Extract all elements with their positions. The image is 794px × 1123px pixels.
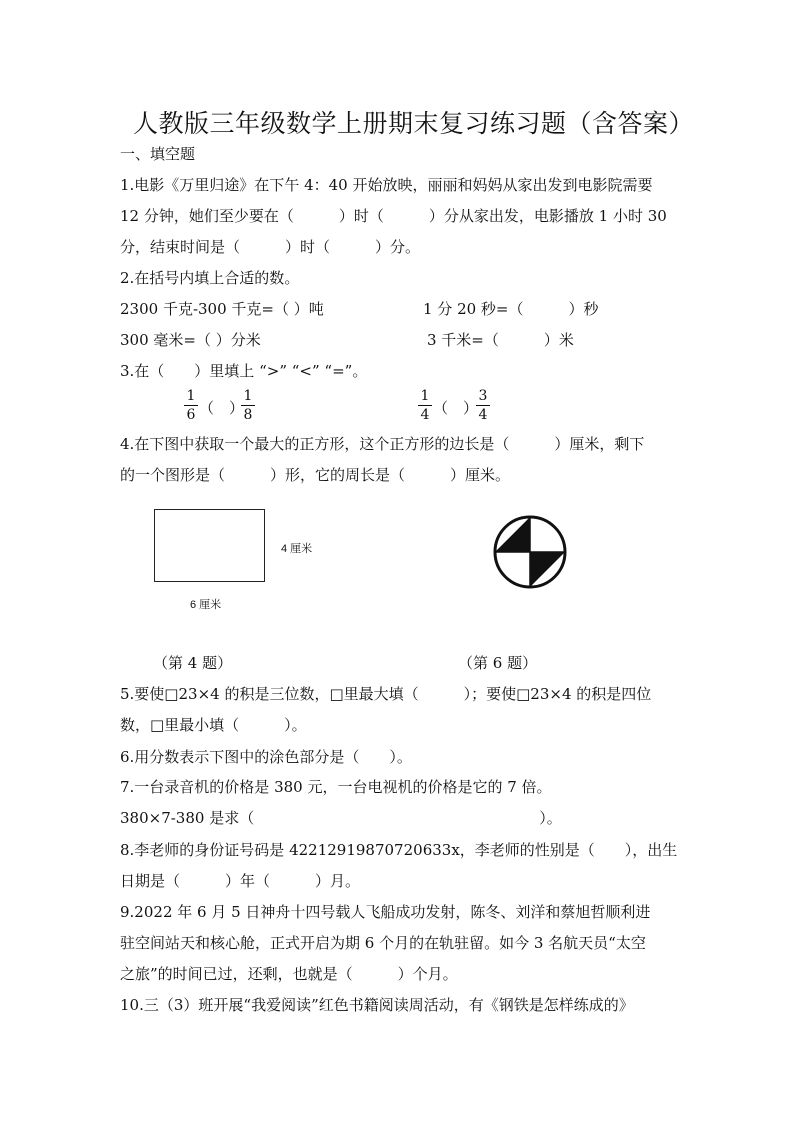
- denominator: 4: [478, 407, 488, 423]
- question-4-line-2: 的一个图形是（ ）形，它的周长是（ ）厘米。: [120, 466, 511, 484]
- question-7-line-1: 7.一台录音机的价格是 380 元，一台电视机的价格是它的 7 倍。: [120, 778, 552, 796]
- question-2-item-c: 300 毫米=（ ）分米: [120, 331, 261, 349]
- question-2-item-a: 2300 千克-300 千克=（ ）吨: [120, 300, 324, 318]
- question-1-line-3: 分，结束时间是（ ）时（ ）分。: [120, 238, 421, 256]
- fraction-bar: [418, 405, 432, 406]
- question-1-line-1: 1.电影《万里归途》在下午 4：40 开始放映，丽丽和妈妈从家出发到电影院需要: [120, 176, 653, 194]
- question-2-item-d: 3 千米=（ ）米: [427, 331, 574, 349]
- compare-parentheses-2: （ ）: [433, 399, 479, 417]
- shaded-circle-figure: [490, 512, 570, 592]
- fraction-1-6: [184, 388, 198, 423]
- question-3-line-1: 3.在（ ）里填上 “>” “<” “=”。: [120, 362, 368, 380]
- question-2-item-b: 1 分 20 秒=（ ）秒: [423, 300, 599, 318]
- question-7-line-2: 380×7-380 是求（ ）。: [120, 809, 562, 827]
- figure-4-caption: （第 4 题）: [153, 654, 233, 672]
- denominator: 6: [186, 407, 196, 423]
- question-2-line-1: 2.在括号内填上合适的数。: [120, 269, 300, 287]
- numerator: 1: [243, 388, 253, 404]
- fraction-3-4: [476, 388, 490, 423]
- question-9-line-3: 之旅”的时间已过，还剩，也就是（ ）个月。: [120, 965, 458, 983]
- denominator: 4: [420, 407, 430, 423]
- compare-parentheses-1: （ ）: [199, 399, 245, 417]
- question-9-line-1: 9.2022 年 6 月 5 日神舟十四号载人飞船成功发射，陈冬、刘洋和蔡旭哲顺利进: [120, 903, 651, 921]
- numerator: 1: [420, 388, 430, 404]
- denominator: 8: [243, 407, 253, 423]
- figure-6-caption: （第 6 题）: [458, 654, 538, 672]
- fraction-bar: [241, 405, 255, 406]
- fraction-1-8: [241, 388, 255, 423]
- question-10-line-1: 10.三（3）班开展“我爱阅读”红色书籍阅读周活动，有《钢铁是怎样练成的》: [120, 996, 634, 1014]
- question-8-line-1: 8.李老师的身份证号码是 42212919870720633x，李老师的性别是（ ），出生: [120, 841, 678, 859]
- rectangle-width-label: 6 厘米: [190, 599, 222, 611]
- rectangle-figure: [154, 509, 265, 582]
- numerator: 3: [478, 388, 488, 404]
- fraction-bar: [184, 405, 198, 406]
- rectangle-height-label: 4 厘米: [281, 543, 313, 555]
- numerator: 1: [186, 388, 196, 404]
- question-4-line-1: 4.在下图中获取一个最大的正方形，这个正方形的边长是（ ）厘米，剩下: [120, 435, 645, 453]
- question-1-line-2: 12 分钟，她们至少要在（ ）时（ ）分从家出发，电影播放 1 小时 30: [120, 207, 667, 225]
- question-8-line-2: 日期是（ ）年（ ）月。: [120, 872, 361, 890]
- question-5-line-1: 5.要使□23×4 的积是三位数，□里最大填（ ）；要使□23×4 的积是四位: [120, 685, 652, 703]
- question-6-line-1: 6.用分数表示下图中的涂色部分是（ ）。: [120, 748, 412, 766]
- question-9-line-2: 驻空间站天和核心舱，正式开启为期 6 个月的在轨驻留。如今 3 名航天员“太空: [120, 934, 646, 952]
- fraction-bar: [476, 405, 490, 406]
- question-5-line-2: 数，□里最小填（ ）。: [120, 716, 307, 734]
- section-heading: 一、填空题: [120, 145, 196, 163]
- fraction-1-4: [418, 388, 432, 423]
- page-title: 人教版三年级数学上册期末复习练习题（含答案）: [133, 109, 695, 138]
